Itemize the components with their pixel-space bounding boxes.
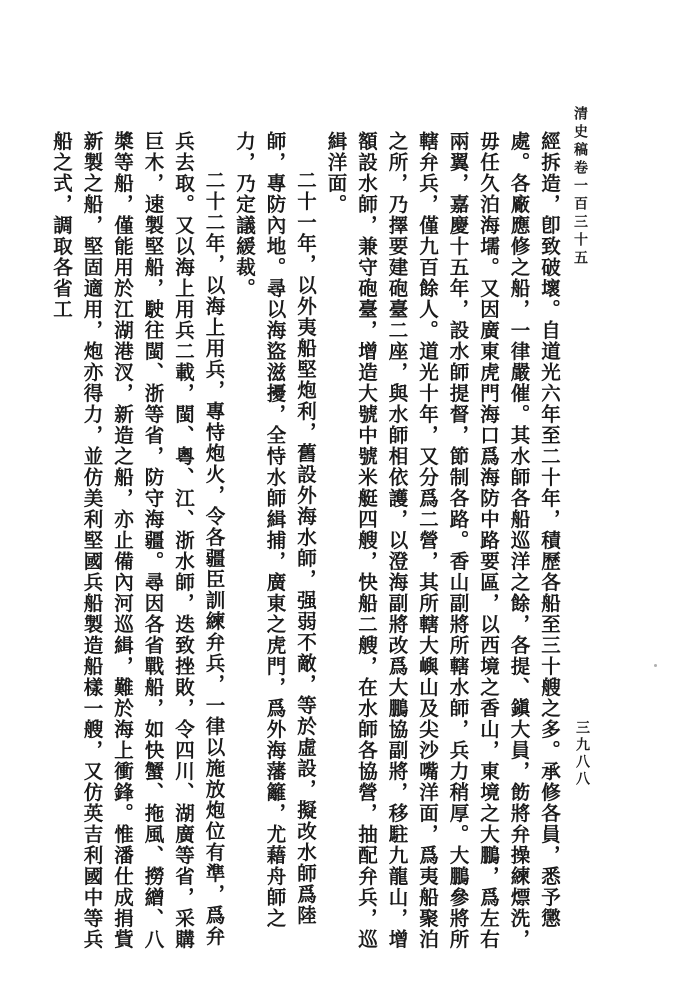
page-number: 三九八八 [574,720,590,788]
scan-speck [654,664,657,667]
paragraph-year-22: 二十二年，以海上用兵，專恃炮火，令各疆臣訓練弁兵，一律以施放炮位有準，爲弁兵去取。又以海上用兵二載，閩、粵、江、浙水師，迭致挫敗，令四川、湖廣等省，采購巨木，速製堅船，駛往閩、浙等省，防守海疆。尋因各省戰船，如快蟹、拖風、撈繒、八槳等船，僅能用於江湖港汊，新造之船，亦止備內河巡緝，難於海上衝鋒。惟潘仕成捐貲新製之船，堅固適用，炮亦得力，並仿美利堅國兵船製造船樣一艘，又仿英吉利國中等兵船之式，調取各省工 [50,131,226,950]
paragraph-continued: 經拆造，卽致破壞。自道光六年至二十年，積歷各船至三十艘之多。承修各員，悉予懲處。各廠應修之船，一律嚴催。其水師各船巡洋之餘，各提、鎭大員，飭將弁操練熛洗，毋任久泊海壖。又因廣東虎門海口爲海防中路要區，以西境之香山，東境之大鵬，爲左右兩翼，嘉慶十五年，設水師提督，節制各路。香山副將所轄水師，兵力稍厚。大鵬參將所轄弁兵，僅九百餘人。道光十年，又分爲二營，其所轄大嶼山及尖沙嘴洋面，爲夷船聚泊之所，乃擇要建砲臺二座，與水師相依護，以澄海副將改爲大鵬協副將，移駐九龍山，增額設水師，兼守砲臺，增造大號中號米艇四艘，快船二艘，在水師各協營，抽配弁兵，巡緝洋面。 [324,131,561,950]
paragraph-year-21: 二十一年，以外夷船堅炮利，舊設外海水師，强弱不敵，等於虛設，擬改水師爲陸師，專防內地。尋以海盜滋擾，全恃水師緝捕，廣東之虎門，爲外海藩籬，尤藉舟師之力，乃定議緩裁。 [233,131,317,929]
main-text-column-block [50,131,564,951]
page-header-title: 清史稿卷一百三十五 [572,106,588,268]
